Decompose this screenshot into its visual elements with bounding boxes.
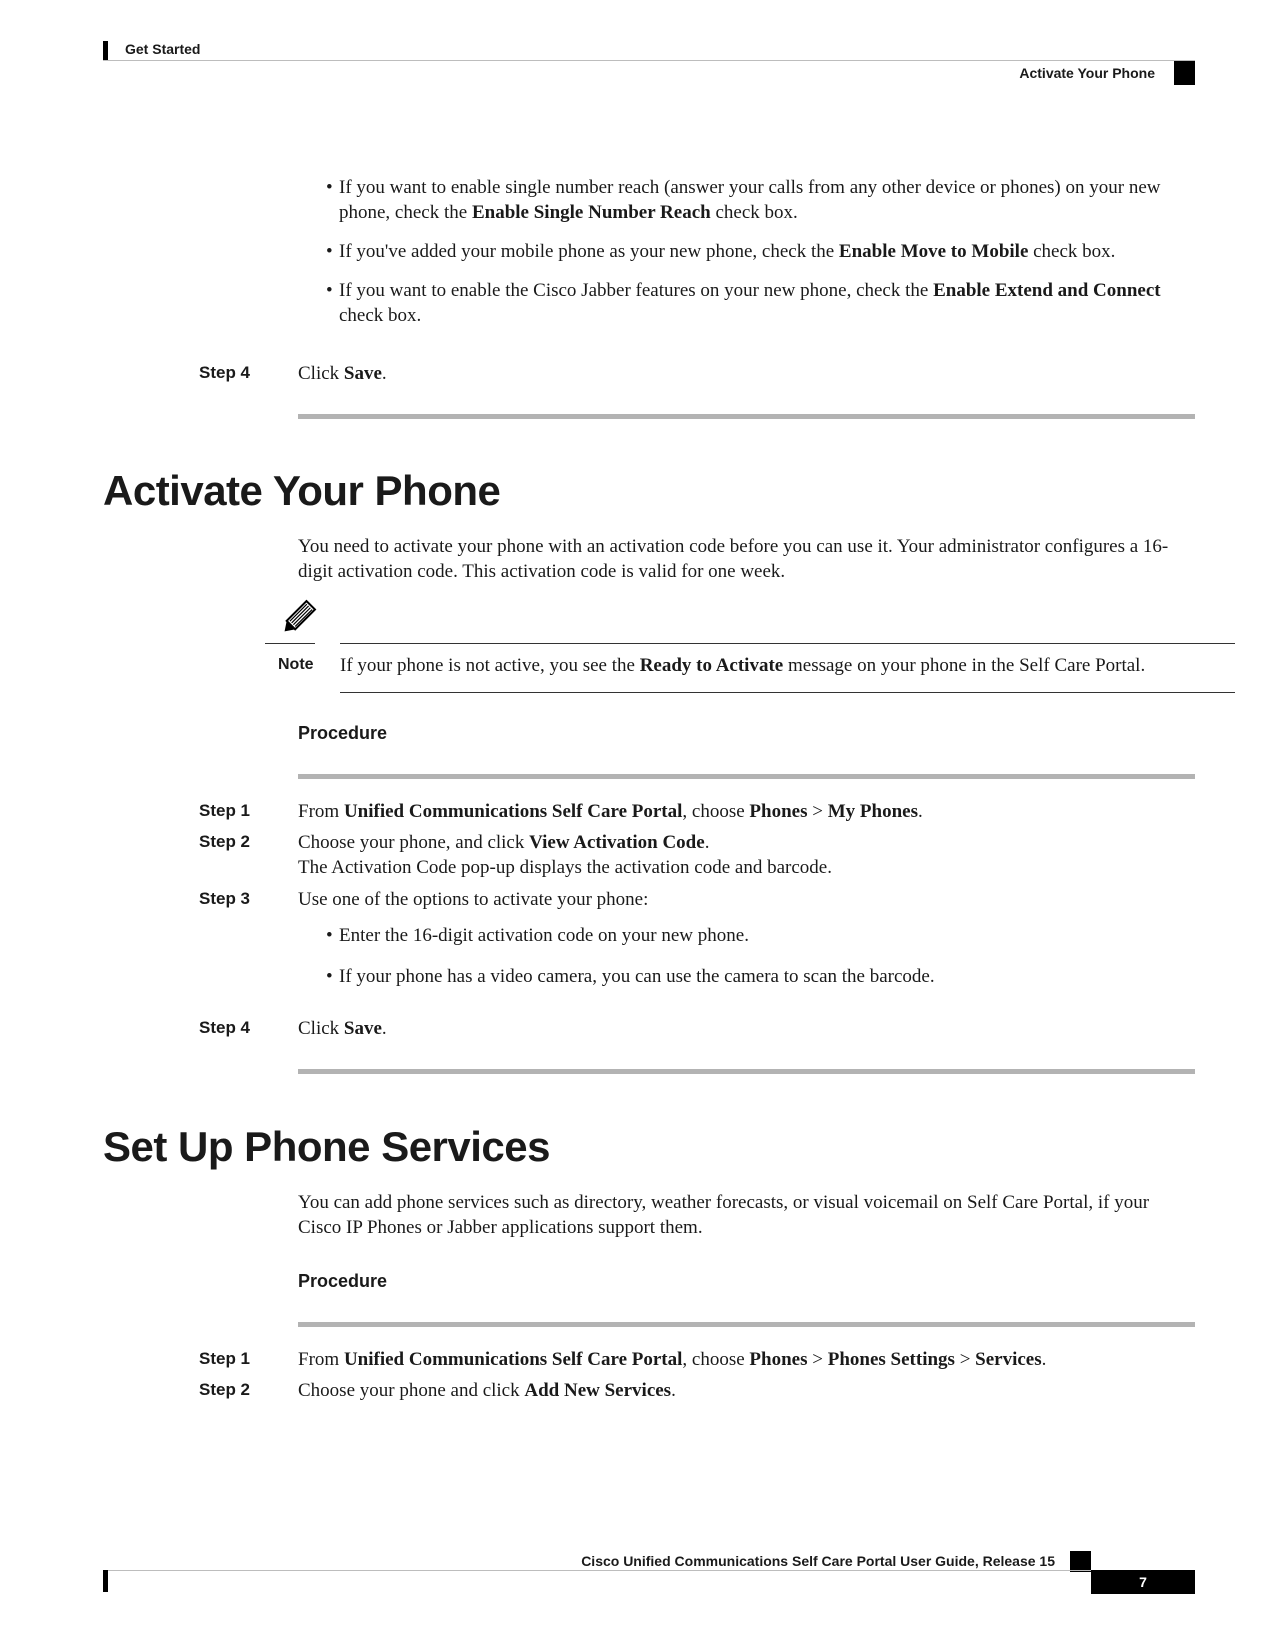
step-label: Step 4	[199, 363, 251, 382]
list-item: • If your phone has a video camera, you can use the camera to scan the barcode.	[326, 966, 935, 987]
section-title: Set Up Phone Services	[103, 1123, 551, 1170]
step-text: From Unified Communications Self Care Portal, choose Phones > My Phones.	[298, 801, 923, 822]
list-item: • Enter the 16-digit activation code on your new phone.	[326, 925, 749, 946]
procedure-heading: Procedure	[298, 723, 388, 743]
list-item: • If you want to enable the Cisco Jabber features on your new phone, check the Enable Extend and Connect check box.	[326, 280, 1161, 326]
procedure-end-rule	[298, 1069, 1195, 1074]
page-number: 7	[1091, 1570, 1195, 1594]
footer-rule	[103, 1570, 1195, 1571]
step-text: From Unified Communications Self Care Portal, choose Phones > Phones Settings > Services.	[298, 1349, 1047, 1370]
step-label: Step 4	[199, 1018, 251, 1037]
list-item: • If you want to enable single number reach (answer your calls from any other device or phones) on your new phone, check the Enable Single Number Reach check box.	[326, 177, 1161, 223]
step-text: Use one of the options to activate your phone:	[298, 889, 649, 910]
note-top-rule	[340, 643, 1235, 644]
step-text: Click Save.	[298, 363, 387, 384]
note-bottom-rule	[340, 692, 1235, 693]
step-label: Step 1	[199, 1349, 251, 1368]
step-text-continued: The Activation Code pop-up displays the activation code and barcode.	[298, 857, 832, 878]
step-text: Choose your phone, and click View Activation Code.	[298, 832, 710, 853]
procedure-heading: Procedure	[298, 1271, 388, 1291]
header-chapter: Get Started	[125, 41, 201, 57]
step-text: Choose your phone and click Add New Services.	[298, 1380, 676, 1401]
section-intro: You can add phone services such as directory, weather forecasts, or visual voicemail on Self Care Portal, if your Cisco IP Phones or Jabber applications support them.	[298, 1192, 1150, 1238]
list-item: • If you've added your mobile phone as your new phone, check the Enable Move to Mobile check box.	[326, 241, 1116, 262]
note-label: Note	[278, 656, 314, 673]
header-section: Activate Your Phone	[1019, 65, 1155, 81]
step-label: Step 3	[199, 889, 251, 908]
note-divider	[265, 643, 315, 644]
step-label: Step 2	[199, 832, 251, 851]
header-left-bar	[103, 41, 108, 61]
footer-left-bar	[103, 1570, 108, 1592]
section-intro: You need to activate your phone with an activation code before you can use it. Your administrator configures a 16-digit activation code. This activation code is valid for one week.	[298, 536, 1169, 582]
step-label: Step 1	[199, 801, 251, 820]
procedure-start-rule	[298, 1322, 1195, 1327]
procedure-end-rule	[298, 414, 1195, 419]
header-block	[1174, 61, 1195, 85]
footer-title: Cisco Unified Communications Self Care Portal User Guide, Release 15	[581, 1553, 1055, 1569]
note-text: If your phone is not active, you see the Ready to Activate message on your phone in the Self Care Portal.	[340, 655, 1146, 676]
procedure-start-rule	[298, 774, 1195, 779]
footer-block	[1070, 1551, 1091, 1572]
pencil-icon	[278, 598, 318, 638]
header-rule	[103, 60, 1195, 61]
step-label: Step 2	[199, 1380, 251, 1399]
section-title: Activate Your Phone	[103, 467, 501, 514]
step-text: Click Save.	[298, 1018, 387, 1039]
